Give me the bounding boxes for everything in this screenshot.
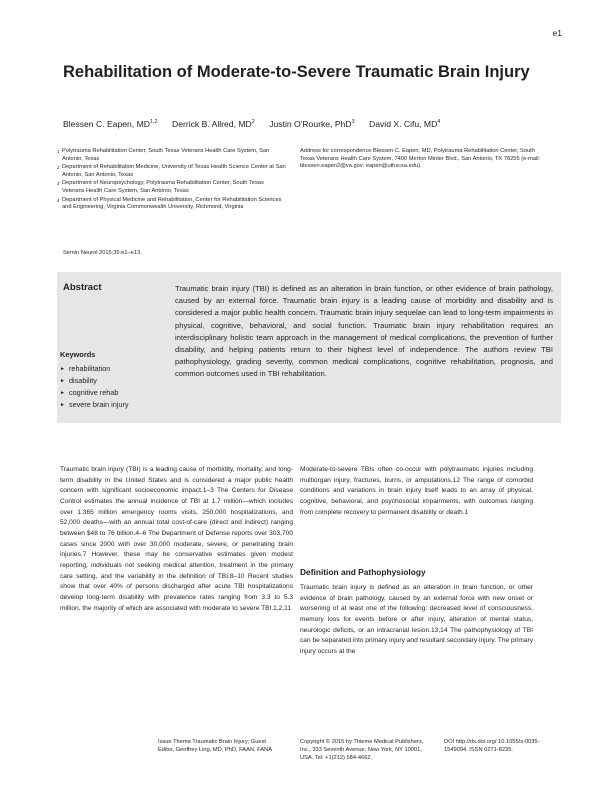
affiliation: 1 Polytrauma Rehabilitation Center, South Texas Veterans Health Care System, San Antonio, Texas (57, 148, 270, 162)
affiliation: 2 Department of Rehabilitation Medicine, University of Texas Health Science Center at San Antonio, San Antonio, Texas (57, 164, 286, 178)
body-column-right-definition: Traumatic brain injury is defined as an alteration in brain function, or other evidence of brain pathology, caused by an external force with new onset or worsening of at least one of the following: decreased level of consciousness, memory loss for events before or after injury, alteration of mental status, neurologic deficits, or an intracranial lesion.13,14 The pathophysiology of TBI can be separated into primary injury and resultant secondary injury. The primary injury occurs at the (300, 584, 533, 655)
body-column-left: Traumatic brain injury (TBI) is a leading cause of morbidity, mortality, and long-term disability in the United States and is considered a major public health concern with significant socioeconomic impact.1–3 The Centers for Disease Control estimates the annual incidence of TBI at 1.7 million—which includes over 1.365 million emergency rooms visits, 250,000 hospitalizations, and 52,000 deaths—with an annual total cost-of-care (direct and indirect) ranging between $48 to 76 billion.4–6 The Department of Defense reports over 303,700 cases since 2000 with over 30,000 moderate, severe, or penetrating brain injuries.7 However, these may be conservative estimates given modest reporting, individuals not seeking medical attention, treatment in the primary care setting, and the variability in the definition of TBI.8–10 Recent studies show that over 40% of persons discharged after acute TBI hospitalizations develop long-term disability with prevalence rates ranging from 3.3 to 5.3 million, the majority of which are associated with moderate to severe TBI.1,2,11 (60, 466, 293, 612)
affiliation: 3 Department of Neuropsychology, Polytrauma Rehabilitation Center, South Texas Veterans Health Care System, San Antonio, Texas (57, 180, 264, 194)
article-title: Rehabilitation of Moderate-to-Severe Traumatic Brain Injury (63, 63, 530, 81)
journal-citation: Semin Neurol 2015;35:e1–e13. (63, 250, 142, 256)
keywords-heading: Keywords (60, 350, 96, 359)
author-list (63, 119, 543, 129)
abstract-heading: Abstract (63, 282, 102, 293)
keyword: ► cognitive rehab (60, 387, 129, 399)
keyword-list (60, 363, 129, 411)
correspondence-address: Address for correspondence Blessen C. Eapen, MD, Polytrauma Rehabilitation Center, South Texas Veterans Health Care System, 7400 Merton Minter Blvd., San Antonio, TX 78255 (e-mail: blessen.eapen2@va.gov; eapen@uthscsa.edu). (300, 148, 541, 170)
author: David X. Cifu, $MD^4$ (369, 119, 441, 129)
body-column-right-intro: Moderate-to-severe TBIs often co-occur with polytraumatic injuries including multiorgan injury, fractures, burns, or amputations.12 The range of comorbid conditions and variations in brain injury itself leads to an array of physical, cognitive, behavioral, and psychosocial impairments, with outcomes ranging from complete recovery to permanent disability or death.1 (300, 466, 533, 516)
section-heading: Definition and Pathophysiology (300, 567, 426, 577)
doi-note: DOI http://dx.doi.org/ 10.1055/s-0035-1549094. ISSN 0271-8235. (444, 739, 540, 754)
keyword: ► severe brain injury (60, 399, 129, 411)
keyword: ► rehabilitation (60, 363, 129, 375)
page-number: e1 (552, 28, 562, 38)
issue-theme-note: Issue Theme Traumatic Brain Injury; Guest Editor, Geoffrey Ling, MD, PhD, FAAN, FANA (158, 739, 273, 754)
abstract-text: Traumatic brain injury (TBI) is defined as an alteration in brain function, or other evidence of brain pathology, caused by an external force. Traumatic brain injury is a leading cause of morbidity and disability and is considered a major public health concern. Traumatic brain injury sequelae can lead to long-term impairments in physical, cognitive, behavioral, and social function. Traumatic brain injury rehabilitation requires an interdisciplinary holistic team approach in the management of medical complications, the prevention of further disability, and helping patients return to their highest level of independence. The authors review TBI pathophysiology, grading severity, common medical complications, cognitive rehabilitation, prognosis, and common outcomes used in TBI rehabilitation. (175, 284, 553, 379)
affiliation: 4 Department of Physical Medicine and Rehabilitation, Center for Rehabilitation Sciences and Engineering, Virginia Commonwealth University, Richmond, Virginia (57, 196, 282, 211)
copyright-note: Copyright © 2015 by Thieme Medical Publishers, Inc., 333 Seventh Avenue, New York, NY 10001, USA. Tel: +1(212) 584-4662. (300, 739, 424, 762)
keyword: ► disability (60, 375, 129, 387)
author: Justin O'Rourke, PhD$^3$ (269, 119, 355, 129)
author: Blessen C. Eapen, MD$^{1,2}$ (63, 119, 158, 129)
affiliations (57, 148, 287, 213)
author: Derrick B. Allred, $MD^2$ (171, 119, 255, 129)
